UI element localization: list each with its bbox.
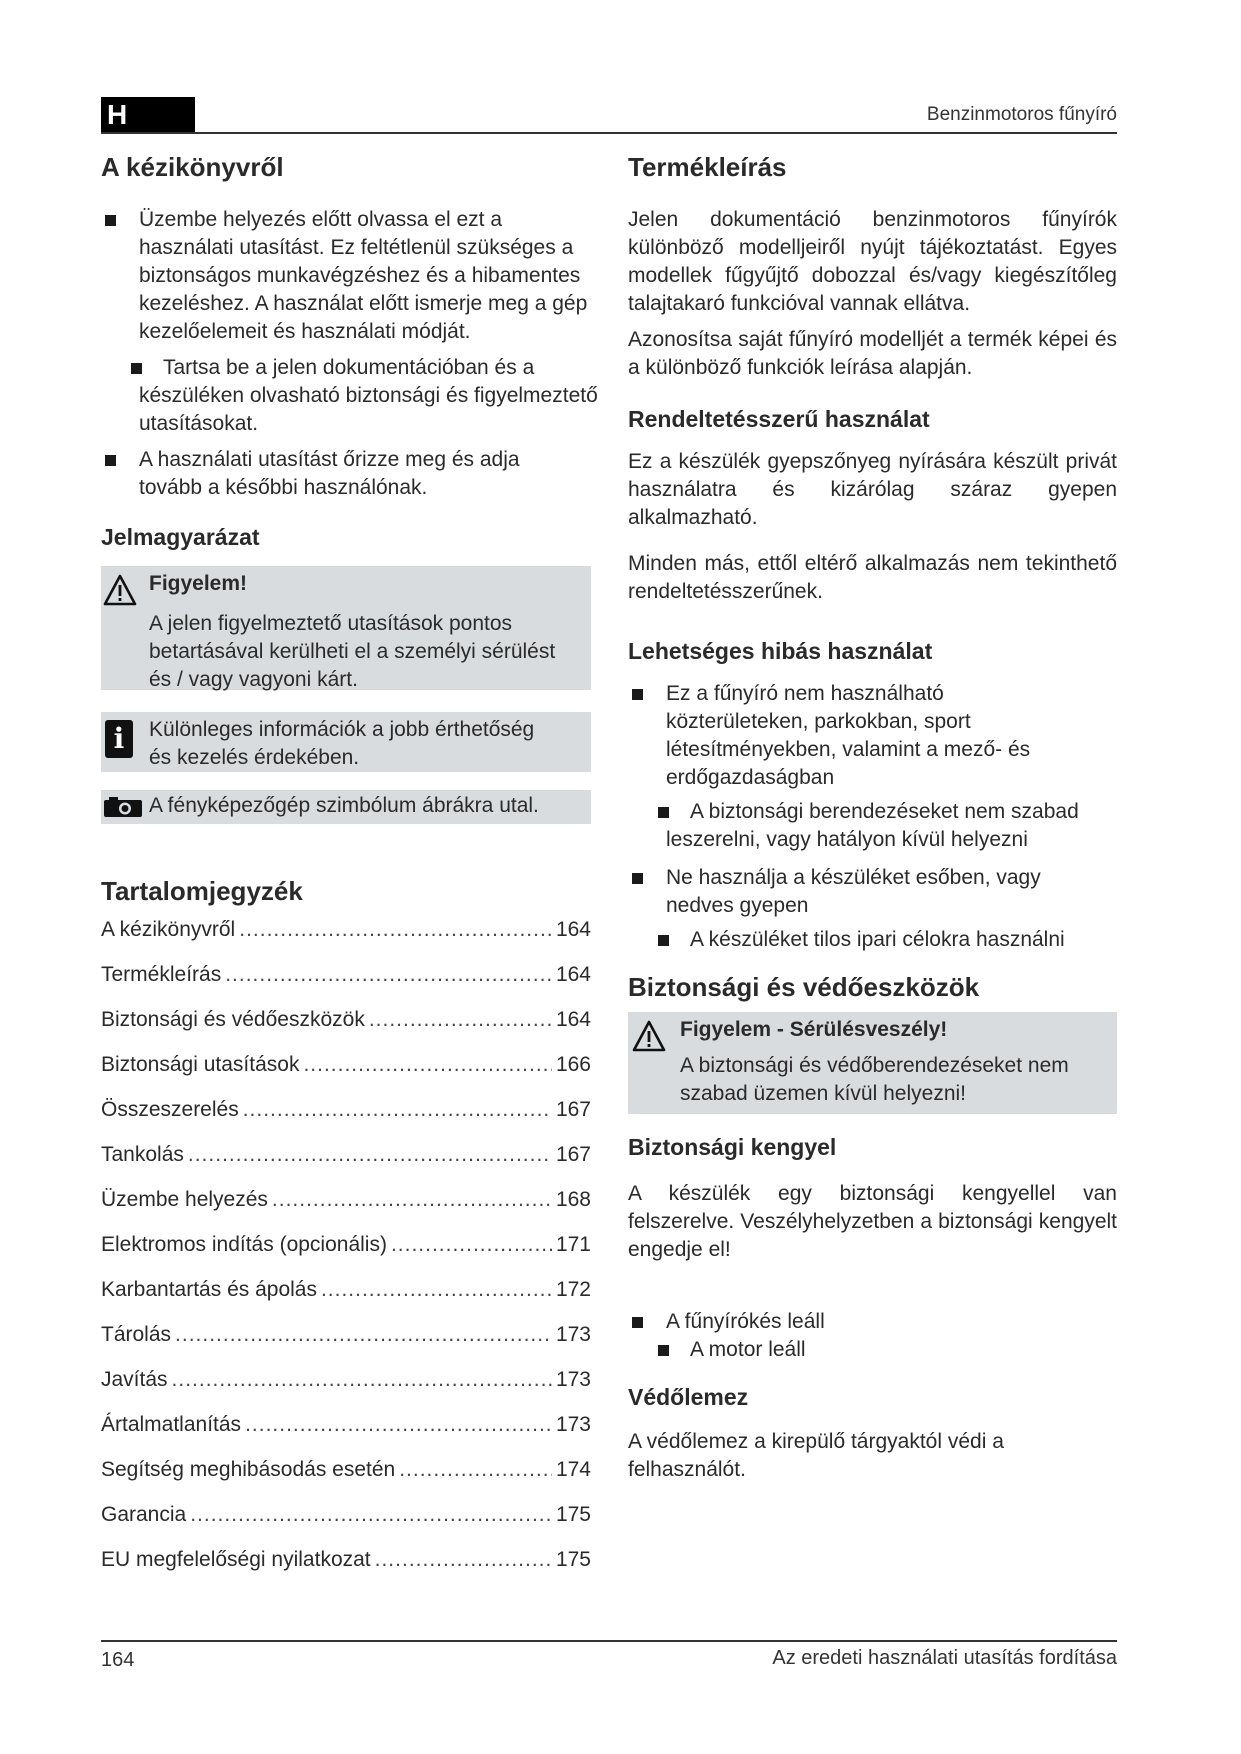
toc-leader <box>391 1231 552 1259</box>
camera-icon <box>103 796 143 818</box>
about-heading: A kézikönyvről <box>101 152 284 182</box>
toc-leader <box>188 1141 552 1169</box>
toc-item[interactable] <box>101 1321 591 1366</box>
toc-leader <box>190 1501 552 1529</box>
toc-item[interactable] <box>101 916 591 961</box>
toc-leader <box>303 1051 552 1079</box>
toc-leader <box>175 1321 552 1349</box>
language-badge: H <box>101 97 195 133</box>
bar-bullet-1 <box>628 1308 1117 1336</box>
guard-text: A védőlemez a kirepülő tárgyaktól védi a felhasználót. <box>628 1430 1004 1481</box>
header-divider <box>101 132 1117 134</box>
toc-item-title: Segítség meghibásodás esetén <box>101 1458 396 1481</box>
toc-item-page: 173 <box>555 1368 591 1391</box>
misuse-bullet-2-sub-text: A készüléket tilos ipari célokra használni <box>690 928 1065 951</box>
misuse-bullet-1 <box>628 680 1086 792</box>
toc-item-title: Elektromos indítás (opcionális) <box>101 1233 387 1256</box>
toc-item[interactable] <box>101 1096 591 1141</box>
toc-item[interactable] <box>101 1456 591 1501</box>
safety-bar-heading: Biztonsági kengyel <box>628 1134 837 1160</box>
misuse-bullet-2-text: Ne használja a készüléket esőben, vagy nedves gyepen <box>666 866 1041 917</box>
warning-title: Figyelem! <box>149 572 248 595</box>
about-bullet-3 <box>101 446 569 502</box>
product-paragraph-2: Azonosítsa saját fűnyíró modelljét a termék képei és a különböző funkciók leírása alapján. <box>628 328 1117 379</box>
toc-leader <box>375 1546 552 1574</box>
toc-heading: Tartalomjegyzék <box>101 876 303 906</box>
footer-divider <box>101 1640 1117 1642</box>
toc-item-title: Tárolás <box>101 1323 172 1346</box>
info-text: Különleges információk a jobb érthetőség és kezelés érdekében. <box>149 718 535 769</box>
about-bullet-1 <box>101 206 599 346</box>
safety-devices-heading: Biztonsági és védőeszközök <box>628 972 980 1002</box>
warning-box <box>101 566 591 690</box>
toc-item-page: 167 <box>555 1143 591 1166</box>
toc-item[interactable] <box>101 1501 591 1546</box>
info-box <box>101 712 591 772</box>
about-bullet-1-text: Üzembe helyezés előtt olvassa el ezt a használati utasítást. Ez feltétlenül szükséges a biztonságos munkavégzéshez és a hibamentes kezeléshez. A használat előtt ismerje meg a gép kezelőelemeit és használati módját. <box>139 208 588 343</box>
toc-item-title: Összeszerelés <box>101 1098 239 1121</box>
toc-item-title: Biztonsági utasítások <box>101 1053 300 1076</box>
toc-item[interactable] <box>101 1411 591 1456</box>
warning-text: A jelen figyelmeztető utasítások pontos betartásával kerülheti el a személyi sérülést és / vagy vagyoni kárt. <box>149 612 556 691</box>
warning-triangle-icon <box>103 574 137 606</box>
page-number: 164 <box>101 1649 135 1671</box>
right-column <box>628 150 1117 1484</box>
misuse-bullet-1-sub-text: A biztonsági berendezéseket nem szabad leszerelni, vagy hatályon kívül helyezni <box>666 800 1079 851</box>
toc-item-title: Ártalmatlanítás <box>101 1413 242 1436</box>
toc-item[interactable] <box>101 1051 591 1096</box>
toc-item-title: Biztonsági és védőeszközök <box>101 1008 365 1031</box>
toc-item[interactable] <box>101 1006 591 1051</box>
toc-item-page: 164 <box>555 918 591 941</box>
about-bullet-2-text: Tartsa be a jelen dokumentációban és a készüléken olvasható biztonsági és figyelmeztető utasításokat. <box>139 356 598 435</box>
toc-item[interactable] <box>101 1366 591 1411</box>
misuse-bullet-2-sub <box>628 926 1086 954</box>
safety-warning-box <box>628 1012 1117 1114</box>
toc-item[interactable] <box>101 1546 591 1591</box>
toc-item-title: Garancia <box>101 1503 187 1526</box>
toc-item-page: 166 <box>555 1053 591 1076</box>
toc-leader <box>239 916 552 944</box>
intended-use-paragraph-2: Minden más, ettől eltérő alkalmazás nem tekinthető rendeltetésszerűnek. <box>628 552 1117 603</box>
bar-bullet-1-text: A fűnyírókés leáll <box>666 1310 825 1333</box>
camera-text: A fényképezőgép szimbólum ábrákra utal. <box>149 794 539 817</box>
toc-item-page: 167 <box>555 1098 591 1121</box>
about-bullet-3-text: A használati utasítást őrizze meg és adja tovább a későbbi használónak. <box>139 448 520 499</box>
toc-item-page: 171 <box>555 1233 591 1256</box>
safety-warning-title: Figyelem - Sérülésveszély! <box>680 1018 948 1041</box>
toc-list <box>101 916 591 1591</box>
toc-item-page: 172 <box>555 1278 591 1301</box>
toc-leader <box>321 1276 552 1304</box>
intended-use-heading: Rendeltetésszerű használat <box>628 406 930 432</box>
toc-item[interactable] <box>101 1186 591 1231</box>
toc-item-title: Tankolás <box>101 1143 184 1166</box>
misuse-bullet-2 <box>628 864 1086 920</box>
toc-item-title: Üzembe helyezés <box>101 1188 268 1211</box>
toc-item-page: 175 <box>555 1503 591 1526</box>
toc-item[interactable] <box>101 1276 591 1321</box>
toc-item[interactable] <box>101 1141 591 1186</box>
toc-item-page: 175 <box>555 1548 591 1571</box>
toc-leader <box>272 1186 552 1214</box>
toc-leader <box>243 1096 552 1124</box>
footer-note: Az eredeti használati utasítás fordítása <box>772 1647 1117 1669</box>
guard-heading: Védőlemez <box>628 1384 749 1410</box>
toc-item-page: 164 <box>555 963 591 986</box>
toc-item-title: Javítás <box>101 1368 168 1391</box>
toc-item-page: 173 <box>555 1323 591 1346</box>
toc-item-title: A kézikönyvről <box>101 918 236 941</box>
left-column <box>101 150 598 1591</box>
toc-item-page: 168 <box>555 1188 591 1211</box>
camera-box <box>101 790 591 824</box>
safety-warning-text: A biztonsági és védőberendezéseket nem szabad üzemen kívül helyezni! <box>680 1054 1069 1105</box>
toc-leader <box>225 961 552 989</box>
misuse-bullet-1-sub <box>628 798 1086 854</box>
toc-item-title: Termékleírás <box>101 963 222 986</box>
product-heading: Termékleírás <box>628 152 787 182</box>
misuse-heading: Lehetséges hibás használat <box>628 638 933 664</box>
toc-item-title: Karbantartás és ápolás <box>101 1278 317 1301</box>
toc-leader <box>369 1006 552 1034</box>
toc-item[interactable] <box>101 1231 591 1276</box>
product-paragraph-1: Jelen dokumentáció benzinmotoros fűnyírók különböző modelljeiről nyújt tájékoztatást. Egyes modellek fűgyűjtő dobozzal és/vagy kiegészítőleg talajtakaró funkcióval vannak ellátva. <box>628 208 1117 315</box>
about-bullet-2 <box>101 354 598 438</box>
info-icon: i <box>105 720 133 758</box>
header-title: Benzinmotoros fűnyíró <box>926 104 1117 125</box>
toc-item[interactable] <box>101 961 591 1006</box>
bar-bullet-1-sub <box>628 1336 1117 1364</box>
toc-item-page: 174 <box>555 1458 591 1481</box>
toc-leader <box>399 1456 552 1484</box>
toc-item-page: 173 <box>555 1413 591 1436</box>
bar-bullet-1-sub-text: A motor leáll <box>690 1338 806 1361</box>
toc-item-title: EU megfelelőségi nyilatkozat <box>101 1548 371 1571</box>
intended-use-paragraph-1: Ez a készülék gyepszőnyeg nyírására készült privát használatra és kizárólag száraz gyepen alkalmazható. <box>628 450 1117 529</box>
safety-bar-text: A készülék egy biztonsági kengyellel van felszerelve. Veszélyhelyzetben a biztonsági kengyelt engedje el! <box>628 1182 1117 1261</box>
legend-heading: Jelmagyarázat <box>101 524 260 550</box>
warning-triangle-icon <box>632 1020 666 1052</box>
toc-leader <box>245 1411 552 1439</box>
toc-item-page: 164 <box>555 1008 591 1031</box>
misuse-bullet-1-text: Ez a fűnyíró nem használható közterületeken, parkokban, sport létesítményekben, valamint a mező- és erdőgazdaságban <box>666 682 1031 789</box>
toc-leader <box>172 1366 552 1394</box>
